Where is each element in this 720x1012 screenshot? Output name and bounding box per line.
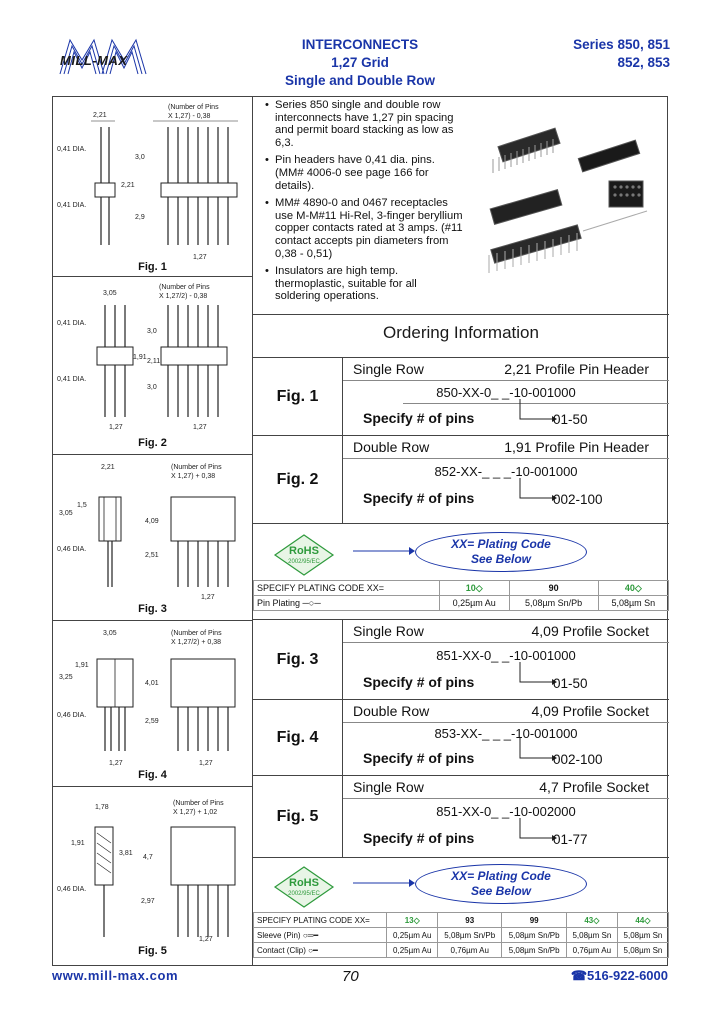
dim-label: 1,91 — [133, 354, 147, 361]
feature-item: • Pin headers have 0,41 dia. pins. (MM# 4006-0 see page 166 for details). — [263, 154, 463, 192]
dim-label: 1,27 — [193, 254, 207, 261]
dim-label: X 1,27) + 1,02 — [173, 809, 218, 816]
figure-1-panel — [53, 97, 252, 277]
dim-label: X 1,27) - 0,38 — [168, 113, 211, 120]
rohs-label: RoHS — [289, 545, 319, 557]
sleeve-shape-icon: ○═━ — [302, 930, 319, 940]
fig-caption: Fig. 5 — [138, 945, 167, 957]
plating-code: 10◇ — [439, 581, 509, 596]
contact-label: Contact (Clip) — [257, 945, 306, 955]
plating-code: 44◇ — [617, 913, 668, 928]
logo-wordmark: MILL-MAX — [60, 53, 128, 68]
series-label — [560, 36, 670, 72]
order-row-type: Single Row — [353, 361, 424, 377]
arrow-icon — [518, 662, 558, 692]
dim-label: 1,27 — [199, 936, 213, 943]
pin-shape-icon: ─○─ — [302, 598, 321, 608]
order-row-type: Double Row — [353, 439, 430, 455]
dim-label: 4,01 — [145, 680, 159, 687]
phone-number: ☎516-922-6000 — [570, 968, 668, 983]
arrow-icon — [518, 478, 558, 508]
feature-item: • Series 850 single and double row interconnects have 1,27 pin spacing and permit board stacking as low as 6,3. — [263, 99, 463, 149]
plating-value: 5,08µm Sn/Pb — [502, 943, 566, 958]
plating-row-label — [254, 596, 440, 611]
dim-label: (Number of Pins — [168, 104, 219, 111]
pin-range: 01-77 — [553, 832, 588, 847]
rohs-sub: 2002/95/EC — [288, 891, 320, 897]
dim-label: 4,7 — [143, 854, 153, 861]
rohs-badge-icon — [271, 532, 337, 578]
fig5-drawing — [53, 787, 252, 945]
dim-label: 0,41 DIA. — [57, 320, 87, 327]
sleeve-label: Sleeve (Pin) — [257, 930, 301, 940]
fig4-drawing — [53, 621, 252, 769]
figure-column — [53, 97, 253, 965]
fig1-drawing — [53, 97, 252, 262]
dim-label: 2,21 — [101, 464, 115, 471]
part-number: 853-XX-_ _ _-10-001000 — [434, 726, 578, 741]
plating-value: 5,08µm Sn — [566, 928, 617, 943]
plating-table-1 — [253, 580, 669, 611]
order-fig-label: Fig. 5 — [253, 776, 343, 857]
part-number: 851-XX-0_ _-10-001000 — [436, 648, 576, 663]
dim-label: 3,0 — [135, 154, 145, 161]
pin-range: 01-50 — [553, 412, 588, 427]
plating-code-oval — [415, 864, 587, 904]
feature-item: • Insulators are high temp. thermoplastic, suitable for all soldering operations. — [263, 265, 463, 303]
arrow-icon — [518, 738, 558, 768]
ordering-section — [253, 315, 669, 965]
dim-label: 0,41 DIA. — [57, 376, 87, 383]
figure-5-panel — [53, 787, 252, 965]
pin-range: 002-100 — [553, 492, 603, 507]
dim-label: X 1,27/2) - 0,38 — [159, 293, 208, 300]
page-header — [0, 0, 720, 96]
specify-pins-label: Specify # of pins — [363, 490, 475, 506]
dim-label: 3,25 — [59, 674, 73, 681]
page-title — [270, 36, 450, 90]
plating-row-label — [254, 943, 387, 958]
order-row-profile: 4,09 Profile Socket — [531, 623, 649, 639]
fig2-drawing — [53, 277, 252, 437]
part-number: 851-XX-0_ _-10-002000 — [436, 804, 576, 819]
plating-value: 5,08µm Sn — [598, 596, 668, 611]
oval-line: XX= Plating Code — [451, 869, 551, 883]
dim-label: 1,91 — [71, 840, 85, 847]
page-footer — [52, 968, 668, 990]
dim-label: X 1,27) + 0,38 — [171, 473, 216, 480]
order-row-profile: 1,91 Profile Pin Header — [504, 439, 649, 455]
dim-label: 1,27 — [109, 760, 123, 767]
dim-label: 3,0 — [147, 384, 157, 391]
plating-table-2 — [253, 912, 669, 958]
plating-value: 5,08µm Sn/Pb — [438, 928, 502, 943]
plating-header-label: SPECIFY PLATING CODE XX= — [254, 581, 440, 596]
part-number: 852-XX-_ _ _-10-001000 — [434, 464, 578, 479]
dim-label: 1,78 — [95, 804, 109, 811]
dim-label: 4,09 — [145, 518, 159, 525]
dim-label: (Number of Pins — [171, 464, 222, 471]
oval-line: See Below — [470, 552, 532, 566]
dim-label: (Number of Pins — [159, 284, 210, 291]
feature-list — [263, 99, 463, 308]
order-row-type: Single Row — [353, 779, 424, 795]
dim-label: 2,9 — [135, 214, 145, 221]
specify-pins-label: Specify # of pins — [363, 674, 475, 690]
arrow-icon — [518, 399, 558, 429]
specify-pins-label: Specify # of pins — [363, 750, 475, 766]
features-section — [253, 97, 669, 315]
plating-section-1 — [253, 523, 669, 619]
fig3-drawing — [53, 455, 252, 603]
order-fig-label: Fig. 1 — [253, 358, 343, 435]
figure-3-panel — [53, 455, 252, 621]
clip-shape-icon: ○━ — [308, 945, 318, 955]
series-line: 852, 853 — [617, 55, 670, 70]
plating-value: 5,08µm Sn/Pb — [502, 928, 566, 943]
title-line: 1,27 Grid — [331, 55, 389, 70]
title-line: INTERCONNECTS — [301, 37, 419, 52]
plating-value: 0,25µm Au — [387, 928, 438, 943]
plating-value: 5,08µm Sn — [617, 928, 668, 943]
plating-code: 13◇ — [387, 913, 438, 928]
order-row-fig2 — [253, 435, 669, 523]
fig-caption: Fig. 4 — [138, 769, 167, 781]
plating-code: 90 — [509, 581, 598, 596]
dim-label: 0,46 DIA. — [57, 886, 87, 893]
plating-row-label — [254, 928, 387, 943]
order-row-fig5 — [253, 775, 669, 857]
ordering-title: Ordering Information — [383, 323, 539, 342]
rohs-label: RoHS — [289, 877, 319, 889]
dim-label: (Number of Pins — [171, 630, 222, 637]
dim-label: 2,21 — [121, 182, 135, 189]
order-row-type: Double Row — [353, 703, 430, 719]
plating-code: 43◇ — [566, 913, 617, 928]
order-fig-label: Fig. 2 — [253, 436, 343, 523]
dim-label: 2,11 — [147, 358, 161, 365]
dim-label: 0,46 DIA. — [57, 712, 87, 719]
order-row-fig1 — [253, 357, 669, 435]
rohs-sub: 2002/95/EC — [288, 559, 320, 565]
plating-header-label: SPECIFY PLATING CODE XX= — [254, 913, 387, 928]
plating-section-2 — [253, 857, 669, 965]
dim-label: 2,97 — [141, 898, 155, 905]
order-row-type: Single Row — [353, 623, 424, 639]
feature-item: • MM# 4890-0 and 0467 receptacles use M-M#11 Hi-Rel, 3-finger beryllium copper contacts rated at 3 amps. (#11 contact accepts pin diameters from 0,38 - 0,51) — [263, 197, 463, 260]
plating-value: 0,25µm Au — [439, 596, 509, 611]
dim-label: 2,59 — [145, 718, 159, 725]
oval-line: See Below — [470, 884, 532, 898]
order-row-fig3 — [253, 619, 669, 699]
dim-label: 2,51 — [145, 552, 159, 559]
plating-value: 0,76µm Au — [566, 943, 617, 958]
plating-value: 5,08µm Sn/Pb — [509, 596, 598, 611]
fig-caption: Fig. 2 — [138, 437, 167, 449]
figure-4-panel — [53, 621, 252, 787]
pin-range: 01-50 — [553, 676, 588, 691]
product-photo — [479, 119, 664, 289]
order-row-profile: 4,7 Profile Socket — [539, 779, 649, 795]
dim-label: (Number of Pins — [173, 800, 224, 807]
order-row-profile: 2,21 Profile Pin Header — [504, 361, 649, 377]
specify-pins-label: Specify # of pins — [363, 830, 475, 846]
dim-label: 3,05 — [103, 630, 117, 637]
dim-label: X 1,27/2) + 0,38 — [171, 639, 222, 646]
dim-label: 1,27 — [201, 594, 215, 601]
dim-label: 1,27 — [199, 760, 213, 767]
dim-label: 1,27 — [193, 424, 207, 431]
specify-pins-label: Specify # of pins — [363, 410, 475, 426]
dim-label: 0,41 DIA. — [57, 146, 87, 153]
part-number: 850-XX-0_ _-10-001000 — [436, 385, 576, 400]
order-fig-label: Fig. 3 — [253, 620, 343, 699]
rohs-badge-icon — [271, 864, 337, 910]
plating-code: 99 — [502, 913, 566, 928]
dim-label: 1,27 — [109, 424, 123, 431]
dim-label: 3,0 — [147, 328, 157, 335]
pin-range: 002-100 — [553, 752, 603, 767]
dim-label: 0,41 DIA. — [57, 202, 87, 209]
dim-label: 3,05 — [103, 290, 117, 297]
plating-value: 0,25µm Au — [387, 943, 438, 958]
fig-caption: Fig. 1 — [138, 261, 167, 273]
dim-label: 3,05 — [59, 510, 73, 517]
dim-label: 3,81 — [119, 850, 133, 857]
arrow-icon — [518, 818, 558, 848]
dim-label: 2,21 — [93, 112, 107, 119]
plating-code-oval — [415, 532, 587, 572]
arrow-icon — [353, 538, 415, 564]
dim-label: 0,46 DIA. — [57, 546, 87, 553]
plating-value: 0,76µm Au — [438, 943, 502, 958]
website-link[interactable]: www.mill-max.com — [52, 968, 179, 983]
title-line: Single and Double Row — [284, 73, 435, 88]
plating-value: 5,08µm Sn — [617, 943, 668, 958]
main-content — [52, 96, 668, 966]
order-row-profile: 4,09 Profile Socket — [531, 703, 649, 719]
series-line: Series 850, 851 — [573, 37, 670, 52]
plating-code: 93 — [438, 913, 502, 928]
order-fig-label: Fig. 4 — [253, 700, 343, 775]
page-number: 70 — [342, 968, 359, 985]
arrow-icon — [353, 870, 415, 896]
plating-code: 40◇ — [598, 581, 668, 596]
dim-label: 1,5 — [77, 502, 87, 509]
pin-plating-label: Pin Plating — [257, 598, 301, 608]
order-row-fig4 — [253, 699, 669, 775]
oval-line: XX= Plating Code — [451, 537, 551, 551]
dim-label: 1,91 — [75, 662, 89, 669]
figure-2-panel — [53, 277, 252, 455]
fig-caption: Fig. 3 — [138, 603, 167, 615]
